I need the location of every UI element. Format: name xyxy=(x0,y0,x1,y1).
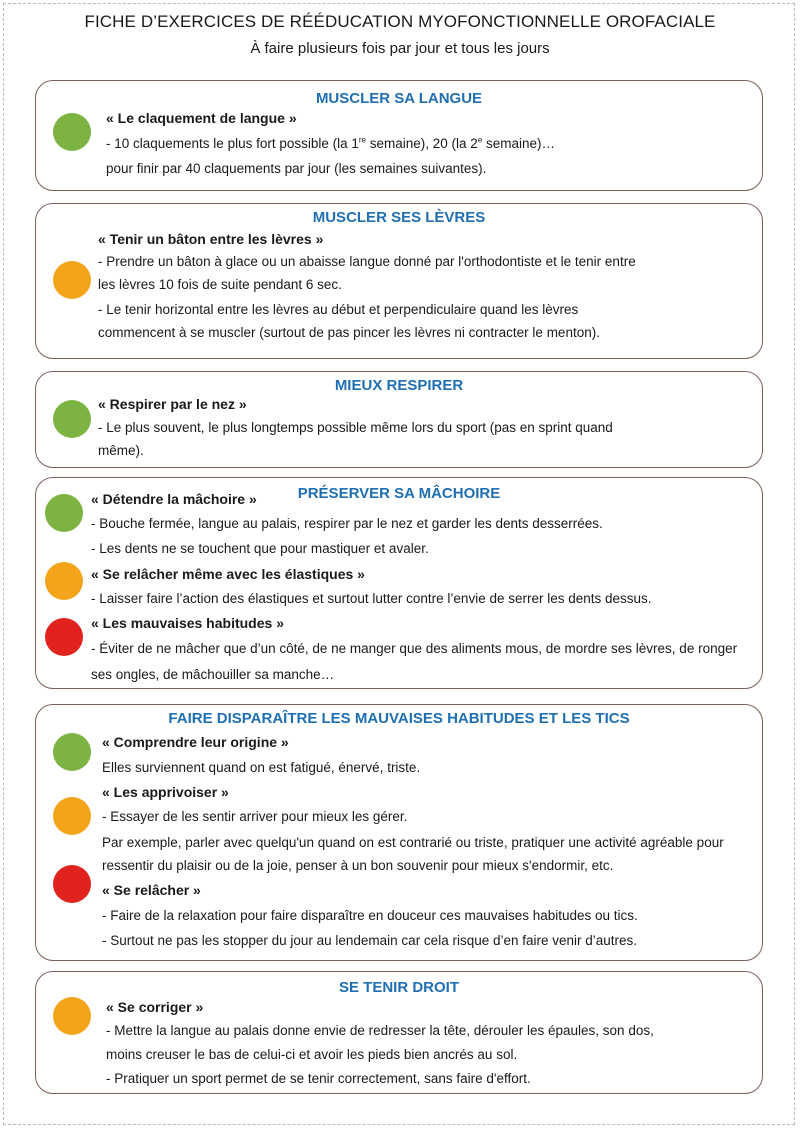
exercise-name: « Les mauvaises habitudes » xyxy=(91,615,284,631)
exercise-text: les lèvres 10 fois de suite pendant 6 sec. xyxy=(98,277,342,292)
red-dot-icon xyxy=(53,865,91,903)
section-title: SE TENIR DROIT xyxy=(338,979,459,996)
exercise-text: Par exemple, parler avec quelqu'un quand on est contrarié ou triste, pratiquer une activité agréable pour xyxy=(102,835,724,850)
orange-dot-icon xyxy=(53,261,91,299)
orange-dot-icon xyxy=(45,562,83,600)
exercise-text: - 10 claquements le plus fort possible (la 1re semaine), 20 (la 2e semaine)… xyxy=(106,135,556,151)
green-dot-icon xyxy=(53,400,91,438)
page-subtitle: À faire plusieurs fois par jour et tous les jours xyxy=(250,40,550,57)
section-muscler-langue xyxy=(35,80,763,191)
exercise-name: « Tenir un bâton entre les lèvres » xyxy=(98,231,324,247)
exercise-text: - Les dents ne se touchent que pour mastiquer et avaler. xyxy=(91,541,429,556)
exercise-name: « Se relâcher » xyxy=(102,882,201,898)
exercise-text: - Mettre la langue au palais donne envie de redresser la tête, dérouler les épaules, son dos, xyxy=(106,1023,654,1038)
exercise-name: « Comprendre leur origine » xyxy=(102,734,289,750)
exercise-text: commencent à se muscler (surtout de pas pincer les lèvres ni contracter le menton). xyxy=(98,325,600,340)
section-preserver-machoire xyxy=(35,477,763,689)
exercise-text: - Le plus souvent, le plus longtemps possible même lors du sport (pas en sprint quand xyxy=(98,420,613,435)
exercise-text: ses ongles, de mâchouiller sa manche… xyxy=(91,667,335,682)
exercise-text: - Essayer de les sentir arriver pour mieux les gérer. xyxy=(102,809,408,824)
exercise-text: - Le tenir horizontal entre les lèvres au début et perpendiculaire quand les lèvres xyxy=(98,302,579,317)
exercise-name: « Se corriger » xyxy=(106,999,204,1015)
exercise-text: - Pratiquer un sport permet de se tenir correctement, sans faire d'effort. xyxy=(106,1071,531,1086)
green-dot-icon xyxy=(53,113,91,151)
exercise-name: « Se relâcher même avec les élastiques » xyxy=(91,566,365,582)
exercise-text: même). xyxy=(98,443,144,458)
orange-dot-icon xyxy=(53,797,91,835)
exercise-text: pour finir par 40 claquements par jour (les semaines suivantes). xyxy=(106,161,487,176)
section-muscler-levres xyxy=(35,203,763,359)
section-mauvaises-habitudes xyxy=(35,704,763,961)
exercise-name: « Les apprivoiser » xyxy=(102,784,229,800)
exercise-text: moins creuser le bas de celui-ci et avoir les pieds bien ancrés au sol. xyxy=(106,1047,518,1062)
orange-dot-icon xyxy=(53,997,91,1035)
green-dot-icon xyxy=(53,733,91,771)
exercise-text: - Laisser faire l’action des élastiques et surtout lutter contre l’envie de serrer les dents dessus. xyxy=(91,591,652,606)
exercise-text: Elles surviennent quand on est fatigué, énervé, triste. xyxy=(102,760,421,775)
section-mieux-respirer xyxy=(35,371,763,468)
section-title: PRÉSERVER SA MÂCHOIRE xyxy=(297,485,501,502)
exercise-name: « Détendre la mâchoire » xyxy=(91,491,257,507)
exercise-text: - Faire de la relaxation pour faire disparaître en douceur ces mauvaises habitudes ou tics. xyxy=(102,908,638,923)
section-title: FAIRE DISPARAÎTRE LES MAUVAISES HABITUDES ET LES TICS xyxy=(168,710,630,727)
exercise-text: ressentir du plaisir ou de la joie, penser à un bon souvenir pour mieux s'endormir, etc. xyxy=(102,858,614,873)
green-dot-icon xyxy=(45,494,83,532)
exercise-name: « Respirer par le nez » xyxy=(98,396,247,412)
exercise-text: - Éviter de ne mâcher que d’un côté, de ne manger que des aliments mous, de mordre ses lèvres, de ronger xyxy=(91,641,738,656)
exercise-text: - Prendre un bâton à glace ou un abaisse langue donné par l'orthodontiste et le tenir entre xyxy=(98,254,636,269)
exercise-text: - Surtout ne pas les stopper du jour au lendemain car cela risque d’en faire venir d’autres. xyxy=(102,933,638,948)
exercise-name: « Le claquement de langue » xyxy=(106,110,297,126)
red-dot-icon xyxy=(45,618,83,656)
exercise-text: - Bouche fermée, langue au palais, respirer par le nez et garder les dents desserrées. xyxy=(91,516,603,531)
section-title: MUSCLER SES LÈVRES xyxy=(312,209,486,226)
section-title: MUSCLER SA LANGUE xyxy=(315,90,483,107)
page-title: FICHE D’EXERCICES DE RÉÉDUCATION MYOFONCTIONNELLE OROFACIALE xyxy=(84,12,716,31)
section-title: MIEUX RESPIRER xyxy=(334,377,464,394)
section-se-tenir-droit xyxy=(35,971,763,1094)
